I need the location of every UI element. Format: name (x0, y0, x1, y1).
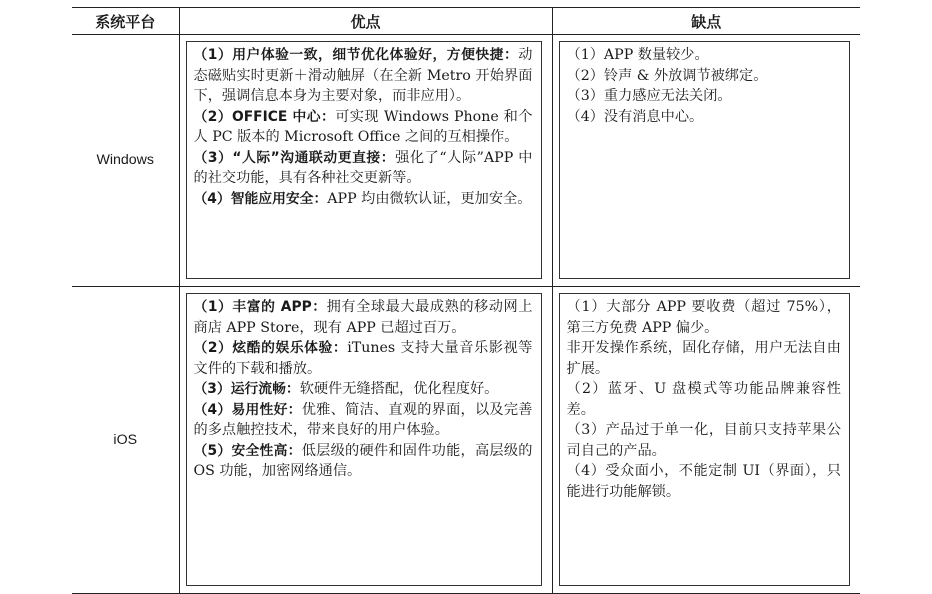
cons-item: （3）重力感应无法关闭。 (566, 88, 732, 104)
cons-box (559, 41, 851, 279)
header-row (72, 8, 860, 35)
comparison-table (72, 7, 860, 594)
header-platform: 系统平台 (72, 8, 179, 35)
cons-item: （4）没有消息中心。 (566, 108, 704, 125)
table-row-ios (72, 287, 860, 594)
pros-item (194, 107, 533, 148)
header-pros: 优点 (179, 8, 552, 35)
cons-item: （1）大部分 APP 要收费（超过 75%），第三方免费 APP 偏少。 (566, 299, 841, 336)
platform-cell: Windows (72, 35, 179, 287)
pros-cell (179, 287, 552, 594)
cons-item: 非开发操作系统，固化存储，用户无法自由扩展。 (566, 340, 841, 377)
cons-item: （2）铃声 & 外放调节被绑定。 (566, 67, 768, 84)
pros-item-title: （4）易用性好： (193, 401, 302, 418)
pros-item-text: 强化了“人际”APP 中的社交功能，具有各种社交更新等。 (193, 149, 533, 186)
header-cons: 缺点 (552, 8, 860, 35)
pros-item-title: （2）炫酷的娱乐体验： (193, 340, 348, 356)
pros-item-text: 拥有全球最大最成熟的移动网上商店 APP Store，现有 APP 已超过百万。 (193, 299, 533, 336)
pros-item-title: （2）OFFICE 中心： (193, 108, 336, 125)
pros-item-text: 动态磁贴实时更新＋滑动触屏（在全新 Metro 开始界面下，强调信息本身为主要对象，而非应用）。 (193, 47, 533, 104)
table-row-windows (72, 35, 860, 287)
pros-item-title: （1）丰富的 APP： (193, 299, 327, 315)
pros-item-text: APP 均由微软认证，更加安全。 (327, 190, 532, 207)
pros-item (194, 148, 533, 189)
pros-item (194, 189, 533, 210)
pros-item-title: （3）运行流畅： (193, 381, 300, 397)
pros-item-text: 软硬件无缝搭配，优化程度好。 (299, 381, 499, 397)
pros-item (194, 45, 533, 107)
pros-item (194, 338, 533, 379)
pros-item-text: iTunes 支持大量音乐影视等文件的下载和播放。 (193, 340, 533, 377)
cons-box (559, 293, 851, 586)
cons-cell (552, 287, 860, 594)
pros-item-title: （5）安全性高： (193, 442, 302, 459)
cons-item: （2）蓝牙、U 盘模式等功能品牌兼容性差。 (566, 381, 841, 418)
cons-item: （4）受众面小，不能定制 UI（界面），只能进行功能解锁。 (566, 463, 841, 500)
pros-box (186, 41, 542, 279)
pros-item (194, 441, 533, 482)
cons-item: （1）APP 数量较少。 (566, 47, 709, 63)
pros-cell (179, 35, 552, 287)
cons-cell (552, 35, 860, 287)
pros-item-text: 低层级的硬件和固件功能，高层级的 OS 功能，加密网络通信。 (193, 442, 533, 479)
pros-item-text: 可实现 Windows Phone 和个人 PC 版本的 Microsoft Office 之间的互相操作。 (193, 108, 533, 145)
pros-item (194, 379, 533, 400)
platform-cell: iOS (72, 287, 179, 594)
pros-item-title: （4）智能应用安全： (193, 190, 328, 207)
pros-item-text: 优雅、简洁、直观的界面，以及完善的多点触控技术，带来良好的用户体验。 (193, 401, 533, 438)
pros-item (194, 400, 533, 441)
cons-item: （3）产品过于单一化，目前只支持苹果公司自己的产品。 (566, 422, 841, 459)
pros-box (186, 293, 542, 586)
pros-item-title: （3）“人际”沟通联动更直接： (193, 149, 396, 166)
pros-item-title: （1）用户体验一致，细节优化体验好，方便快捷： (193, 47, 519, 63)
pros-item (194, 297, 533, 338)
